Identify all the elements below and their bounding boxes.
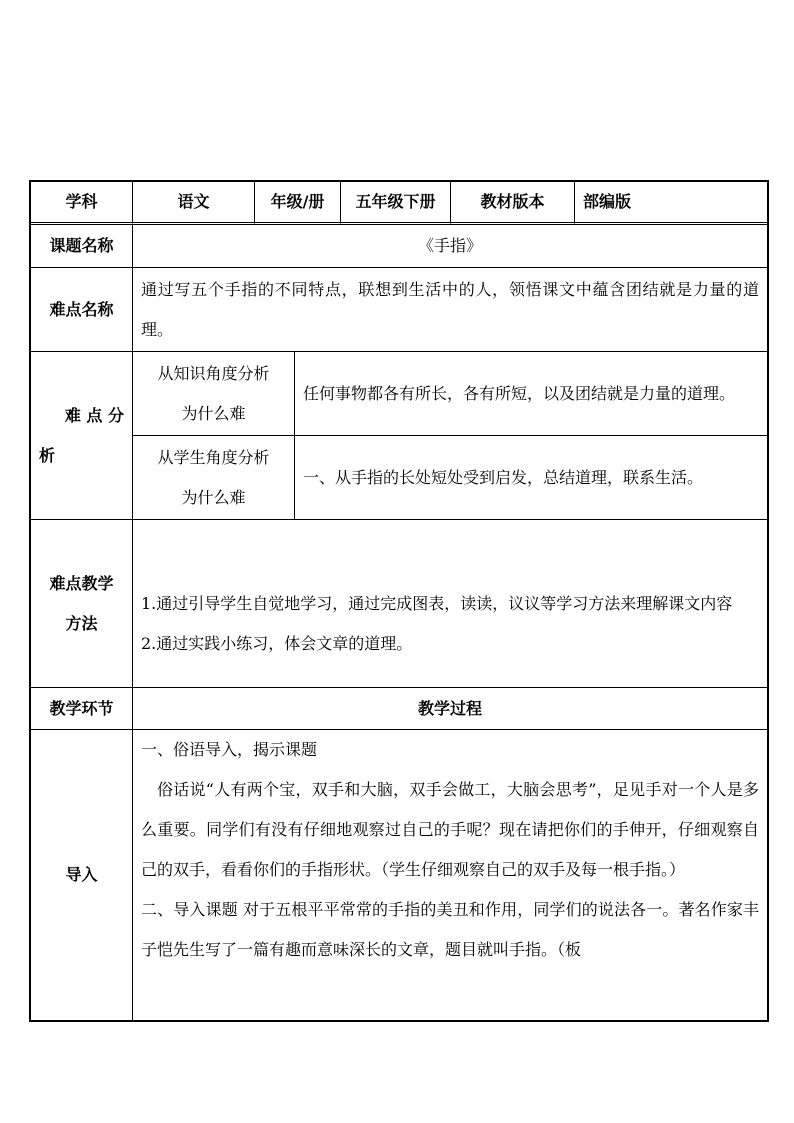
- topic-value: 《手指》: [133, 225, 767, 268]
- intro-label: 导入: [31, 730, 133, 1020]
- header-row: [31, 182, 767, 225]
- method-row: [31, 520, 767, 688]
- knowledge-angle-line2: 为什么难: [181, 403, 246, 423]
- student-angle-line1: 从学生角度分析: [157, 447, 270, 467]
- analysis-student-row: [31, 436, 767, 520]
- edition-value: 部编版: [575, 182, 767, 225]
- analysis-label: [31, 352, 133, 520]
- difficulty-value: 通过写五个手指的不同特点，联想到生活中的人，领悟课文中蕴含团结就是力量的道理。: [133, 268, 767, 352]
- subject-value: 语文: [133, 182, 255, 225]
- method-label-line2: 方法: [65, 613, 98, 633]
- stage-label: 教学环节: [31, 688, 133, 730]
- difficulty-label: 难点名称: [31, 268, 133, 352]
- grade-value: 五年级下册: [341, 182, 451, 225]
- student-angle-label: [133, 436, 295, 520]
- knowledge-angle-label: [133, 352, 295, 436]
- method-content: [133, 520, 767, 688]
- intro-para-3: 二、导入课题 对于五根平平常常的手指的美丑和作用，同学们的说法各一。著名作家丰子恺先生写了一篇有趣而意味深长的文章，题目就叫手指。（板: [141, 900, 760, 959]
- lesson-plan-table: [29, 180, 769, 1022]
- topic-row: [31, 225, 767, 268]
- subject-label: 学科: [31, 182, 133, 225]
- method-item-1: 1.通过引导学生自觉地学习，通过完成图表，读读，议议等学习方法来理解课文内容: [141, 593, 733, 613]
- intro-para-1: 一、俗语导入，揭示课题: [141, 740, 318, 759]
- grade-label: 年级/册: [255, 182, 341, 225]
- analysis-label-line1: 难 点 分: [64, 405, 124, 425]
- method-item-2: 2.通过实践小练习，体会文章的道理。: [141, 633, 413, 653]
- analysis-label-line2: 析: [39, 445, 56, 465]
- edition-label: 教材版本: [451, 182, 575, 225]
- knowledge-angle-text: 任何事物都各有所长，各有所短，以及团结就是力量的道理。: [295, 352, 767, 436]
- topic-label: 课题名称: [31, 225, 133, 268]
- knowledge-angle-line1: 从知识角度分析: [157, 363, 270, 383]
- method-label-line1: 难点教学: [49, 573, 114, 593]
- process-label: 教学过程: [133, 688, 767, 730]
- student-angle-line2: 为什么难: [181, 487, 246, 507]
- process-header-row: [31, 688, 767, 730]
- student-angle-text: 一、从手指的长处短处受到启发，总结道理，联系生活。: [295, 436, 767, 520]
- intro-para-2: 俗话说“人有两个宝，双手和大脑，双手会做工，大脑会思考”，足见手对一个人是多么重要。同学们有没有仔细地观察过自己的手呢？现在请把你们的手伸开，仔细观察自己的双手，看看你们的手指形状。（学生仔细观察自己的双手及每一根手指。）: [141, 780, 760, 879]
- method-label: [31, 520, 133, 688]
- intro-content: [133, 730, 767, 1020]
- intro-row: [31, 730, 767, 1020]
- analysis-knowledge-row: [31, 352, 767, 436]
- difficulty-row: [31, 268, 767, 352]
